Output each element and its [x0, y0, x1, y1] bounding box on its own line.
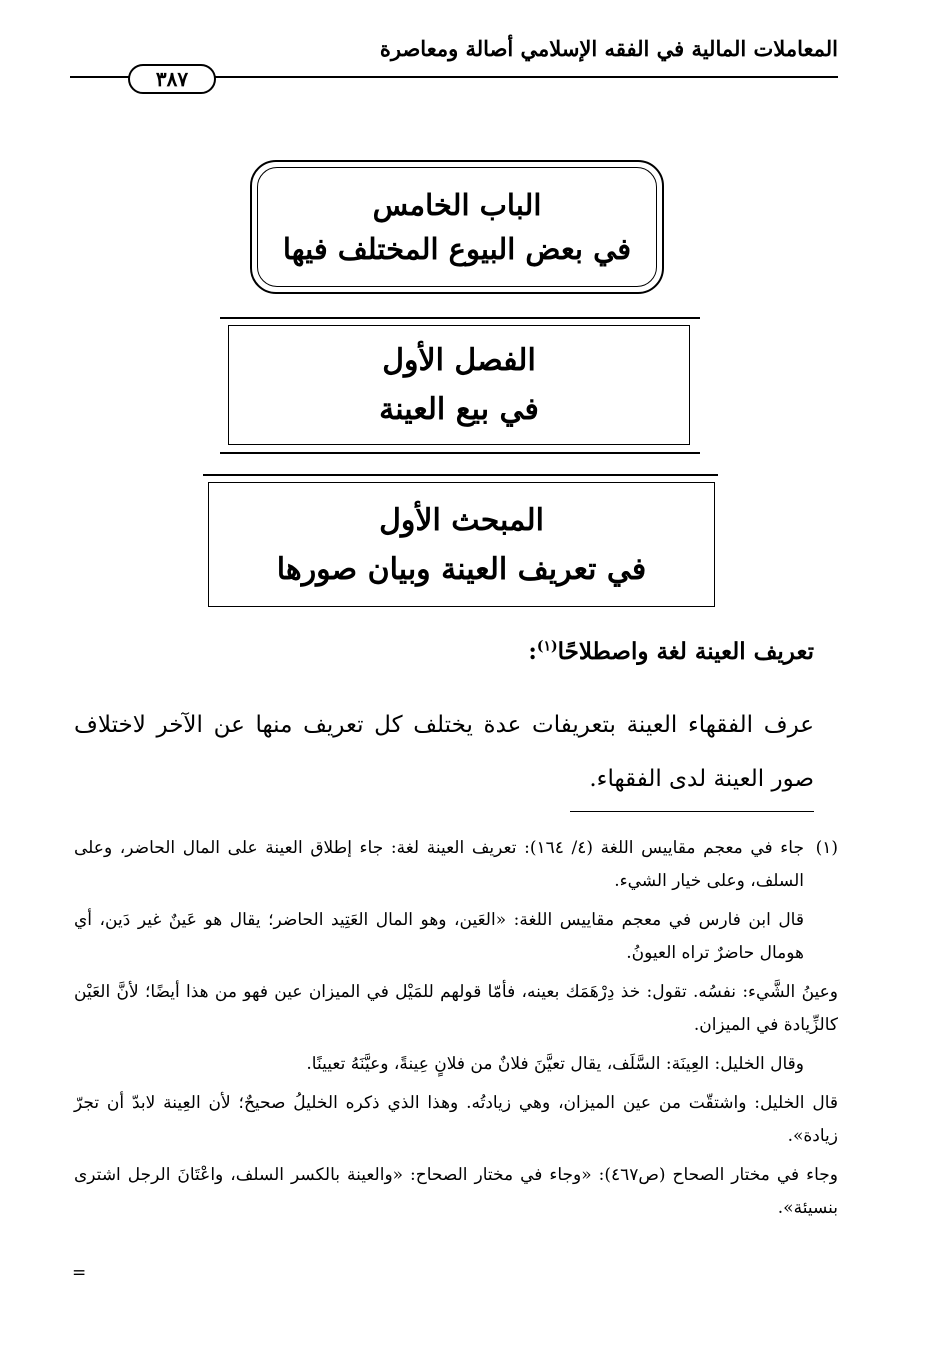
continuation-mark: = — [72, 1263, 87, 1283]
part-subtitle: في بعض البيوع المختلف فيها — [282, 232, 632, 266]
part-title: الباب الخامس — [372, 188, 542, 222]
page-number: ٣٨٧ — [128, 64, 216, 94]
footnotes — [74, 832, 838, 1231]
footnote-item — [74, 832, 838, 898]
footnote-paragraph: قال الخليل: واشتقّت من عين الميزان، وهي زيادتُه. وهذا الذي ذكره الخليلُ صحيحٌ؛ لأن العِينة لابدّ أن تجرّ زيادة». — [74, 1093, 838, 1146]
running-title: المعاملات المالية في الفقه الإسلامي أصالة ومعاصرة — [379, 36, 838, 61]
chapter-subtitle: في بيع العينة — [379, 392, 539, 427]
section-subtitle: في تعريف العينة وبيان صورها — [276, 551, 647, 587]
body-heading-colon: : — [528, 638, 537, 665]
footnote-text: جاء في معجم مقاييس اللغة (٤/ ١٦٤): تعريف العينة لغة: جاء إطلاق العينة على المال الحاضر، وعلى السلف، وعلى خيار الشيء. — [74, 838, 804, 891]
footnote-paragraph: وقال الخليل: العِينَة: السَّلَف، يقال تعيَّنَ فلانٌ من فلانٍ عِينةً، وعيَّنَهُ تعيينًا. — [306, 1054, 804, 1074]
chapter-title-box — [228, 325, 690, 445]
footnote-ref: (١) — [536, 638, 558, 655]
footnote-paragraph: وعينُ الشَّيء: نفسُه. تقول: خذ دِرْهَمَك بعينه، فأمّا قولهم للمَيْل في الميزان عين فهو من هذا أيضًا؛ لأنَّ العَيْن كالزِّيادة في الميزان. — [74, 982, 838, 1035]
chapter-top-rule — [220, 317, 700, 319]
section-title-box — [208, 482, 715, 607]
part-title-box — [250, 160, 664, 294]
body-heading-text: تعريف العينة لغة واصطلاحًا — [557, 638, 814, 665]
section-top-rule — [203, 474, 718, 476]
footnote-marker: (١) — [815, 838, 838, 858]
footnote-paragraph: وجاء في مختار الصحاح (ص٤٦٧): «وجاء في مختار الصحاح: «والعينة بالكسر السلف، واعْتَانَ الرجل اشترى بنسيئة». — [74, 1165, 838, 1218]
chapter-bottom-rule — [220, 452, 700, 454]
body-paragraph: عرف الفقهاء العينة بتعريفات عدة يختلف كل تعريف منها عن الآخر لاختلاف صور العينة لدى الفقهاء. — [74, 712, 814, 792]
section-title: المبحث الأول — [379, 502, 544, 538]
chapter-title: الفصل الأول — [382, 343, 536, 378]
footnote-separator — [570, 811, 814, 812]
body-heading — [528, 638, 814, 665]
footnote-paragraph: قال ابن فارس في معجم مقاييس اللغة: «العَين، وهو المال العَتِيد الحاضر؛ يقال هو عَينٌ غير دَين، أي هومال حاضرٌ تراه العيونُ. — [74, 910, 804, 963]
